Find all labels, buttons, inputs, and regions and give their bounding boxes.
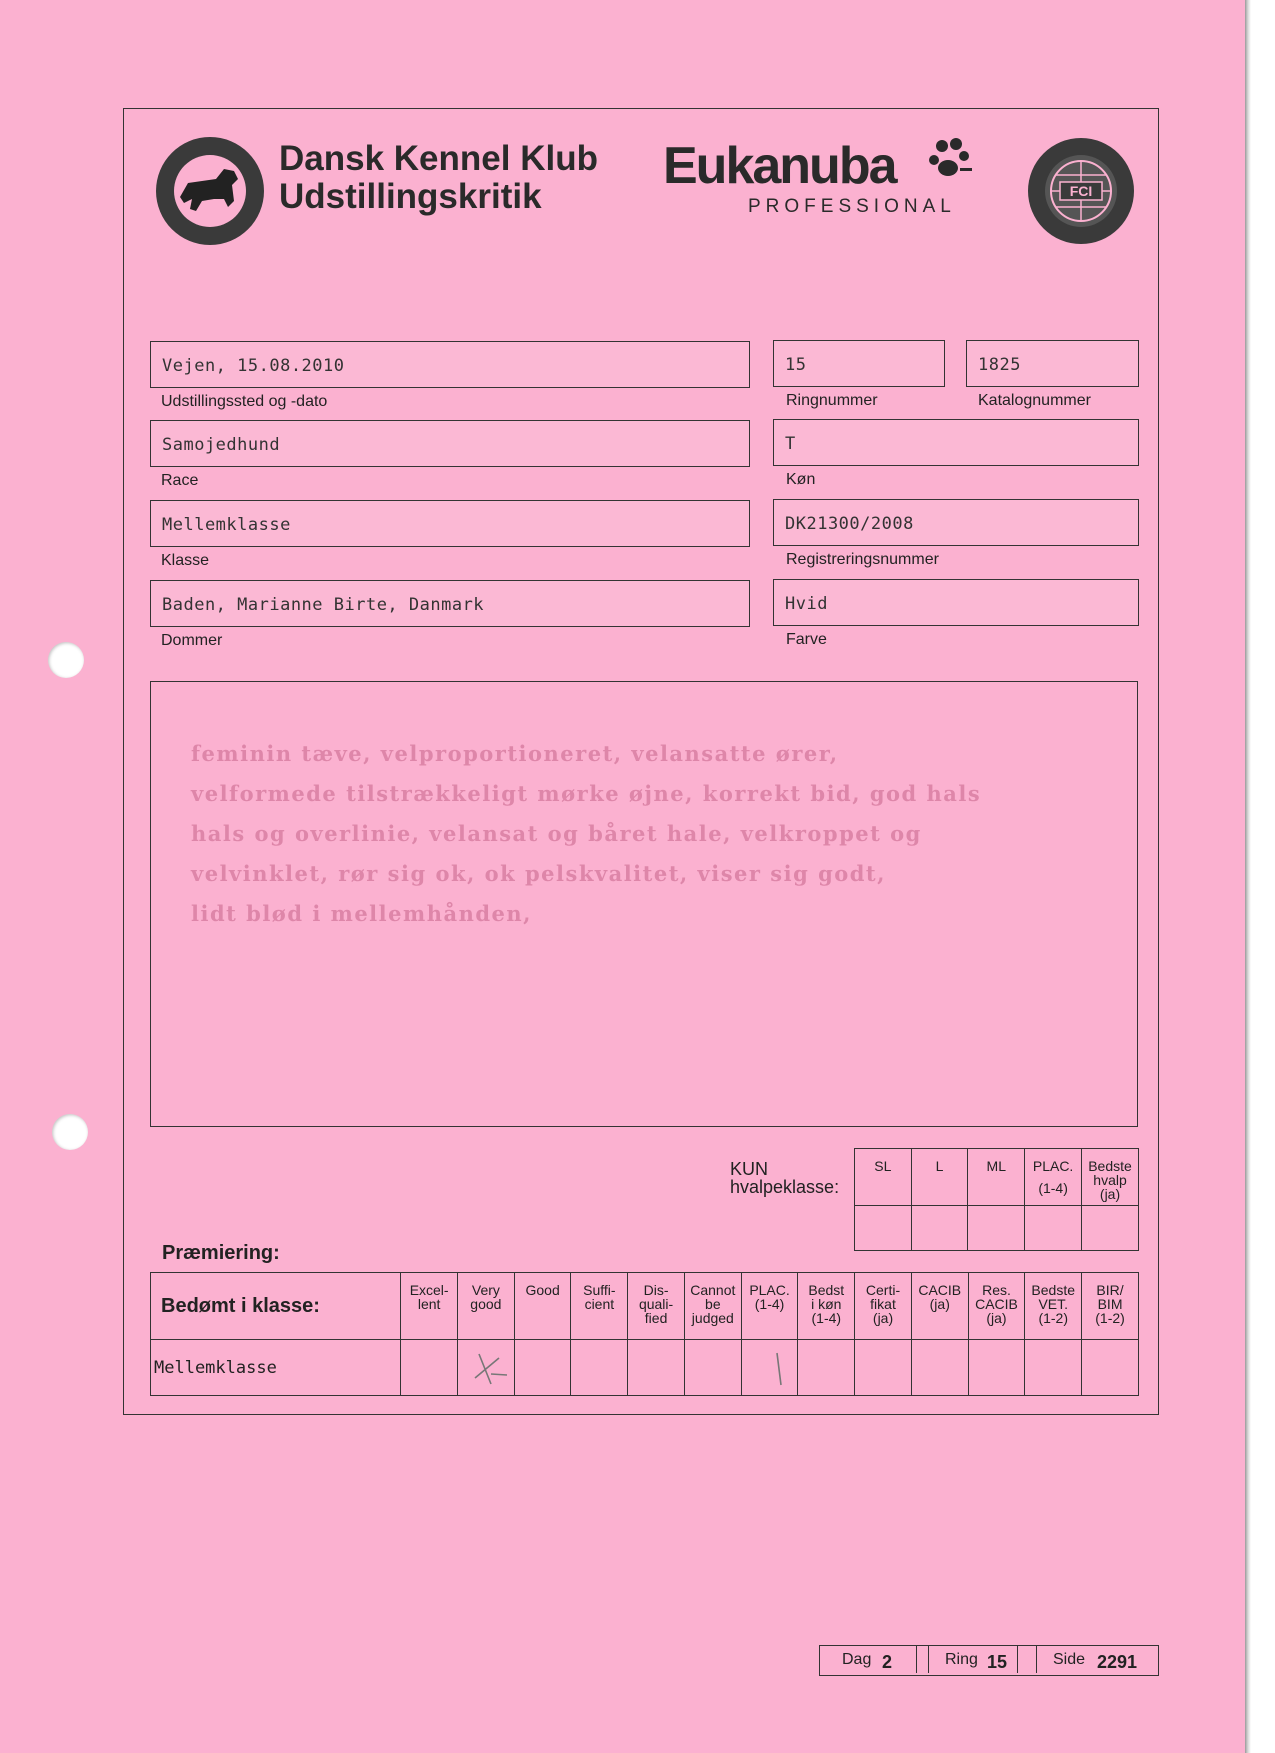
paper-edge: [1245, 0, 1275, 1753]
dkk-title-line1: Dansk Kennel Klub: [279, 139, 598, 178]
critique-line: velformede tilstrækkeligt mørke øjne, korrekt bid, god hals: [191, 781, 982, 806]
puppy-cell: [911, 1206, 968, 1251]
award-cell: [514, 1340, 571, 1396]
fci-logo-icon: [1026, 135, 1136, 247]
award-cell: [684, 1340, 741, 1396]
footer-side: [1036, 1646, 1159, 1673]
awards-title: Præmiering:: [162, 1242, 280, 1264]
footer-ring-value: 15: [987, 1652, 1008, 1672]
footer-dag-label: Dag: [842, 1651, 872, 1668]
awards-row-header: Bedømt i klasse:: [151, 1273, 401, 1340]
award-cell: [1025, 1340, 1082, 1396]
awards-col: Excel- lent: [401, 1273, 458, 1340]
awards-col: PLAC. (1-4): [741, 1273, 798, 1340]
critique-line: velvinklet, rør sig ok, ok pelskvalitet, viser sig godt,: [191, 861, 886, 886]
puppy-class-table: [854, 1148, 1139, 1251]
puppy-col-ml: ML: [968, 1149, 1025, 1206]
award-cell: [968, 1340, 1025, 1396]
critique-box: [150, 681, 1138, 1127]
award-cell: [798, 1340, 855, 1396]
color-field: Hvid: [773, 579, 1139, 626]
award-cell: [401, 1340, 458, 1396]
puppy-cell: [1025, 1206, 1082, 1251]
sex-field: T: [773, 419, 1139, 466]
awards-col: Dis- quali- fied: [628, 1273, 685, 1340]
puppy-class-label: [730, 1160, 839, 1196]
page-footer: [819, 1645, 1159, 1676]
fci-logo-text: FCI: [1069, 183, 1093, 199]
footer-side-value: 2291: [1097, 1652, 1138, 1672]
critique-text: [191, 734, 1111, 934]
catalog-number-label: Katalognummer: [978, 392, 1091, 409]
paw-icon: [928, 138, 984, 186]
critique-line: feminin tæve, velproportioneret, velansatte ører,: [191, 741, 839, 766]
puppy-col-sl: SL: [855, 1149, 912, 1206]
award-cell: [1082, 1340, 1139, 1396]
awards-class-value: Mellemklasse: [151, 1340, 401, 1396]
puppy-col-best: Bedste hvalp (ja): [1082, 1149, 1139, 1206]
footer-side-label: Side: [1053, 1651, 1086, 1668]
critique-line: lidt blød i mellemhånden,: [191, 901, 532, 926]
award-cell: [855, 1340, 912, 1396]
judge-field: Baden, Marianne Birte, Danmark: [150, 580, 750, 627]
class-field: Mellemklasse: [150, 500, 750, 547]
catalog-number-field: 1825: [966, 340, 1139, 387]
puppy-cell: [968, 1206, 1025, 1251]
footer-ring: [928, 1646, 1018, 1673]
award-cell: [628, 1340, 685, 1396]
place-date-label: Udstillingssted og -dato: [161, 393, 328, 410]
award-cell: [571, 1340, 628, 1396]
ring-number-field: 15: [773, 340, 945, 387]
award-cell-very-good: [458, 1340, 515, 1396]
awards-col: Bedste VET. (1-2): [1025, 1273, 1082, 1340]
punch-hole-top: [48, 642, 84, 678]
awards-col: Cannot be judged: [684, 1273, 741, 1340]
awards-col: Very good: [458, 1273, 515, 1340]
puppy-col-plac: PLAC. (1-4): [1025, 1149, 1082, 1206]
awards-col: Bedst i køn (1-4): [798, 1273, 855, 1340]
place-date-field: Vejen, 15.08.2010: [150, 341, 750, 388]
puppy-cell: [855, 1206, 912, 1251]
sponsor-name: Eukanuba: [663, 137, 896, 195]
x-mark-icon: [461, 1348, 511, 1388]
awards-col: Res. CACIB (ja): [968, 1273, 1025, 1340]
puppy-label-line2: hvalpeklasse:: [730, 1177, 840, 1197]
punch-hole-bottom: [52, 1114, 88, 1150]
judge-label: Dommer: [161, 632, 223, 649]
dkk-title: [279, 140, 598, 216]
dkk-logo-icon: [154, 135, 266, 247]
puppy-col-l: L: [911, 1149, 968, 1206]
ring-number-label: Ringnummer: [786, 392, 878, 409]
puppy-cell: [1082, 1206, 1139, 1251]
sex-label: Køn: [786, 471, 816, 488]
race-field: Samojedhund: [150, 420, 750, 467]
critique-line: hals og overlinie, velansat og båret hale, velkroppet og: [191, 821, 922, 846]
award-cell: [911, 1340, 968, 1396]
award-cell-plac: [741, 1340, 798, 1396]
class-label: Klasse: [161, 552, 210, 569]
awards-col: Certi- fikat (ja): [855, 1273, 912, 1340]
footer-ring-label: Ring: [945, 1651, 978, 1668]
puppy-label-line1: KUN: [730, 1159, 769, 1179]
awards-col: CACIB (ja): [911, 1273, 968, 1340]
dkk-title-line2: Udstillingskritik: [279, 177, 542, 216]
awards-table: [150, 1272, 1139, 1396]
awards-col: Good: [514, 1273, 571, 1340]
race-label: Race: [161, 472, 199, 489]
placement-one-mark-icon: [745, 1343, 795, 1393]
footer-dag-value: 2: [882, 1652, 893, 1672]
awards-col: Suffi- cient: [571, 1273, 628, 1340]
registration-label: Registreringsnummer: [786, 551, 939, 568]
color-label: Farve: [786, 631, 827, 648]
awards-col: BIR/ BIM (1-2): [1082, 1273, 1139, 1340]
registration-field: DK21300/2008: [773, 499, 1139, 546]
sponsor-subtitle: PROFESSIONAL: [748, 196, 956, 217]
footer-dag: [820, 1646, 917, 1673]
